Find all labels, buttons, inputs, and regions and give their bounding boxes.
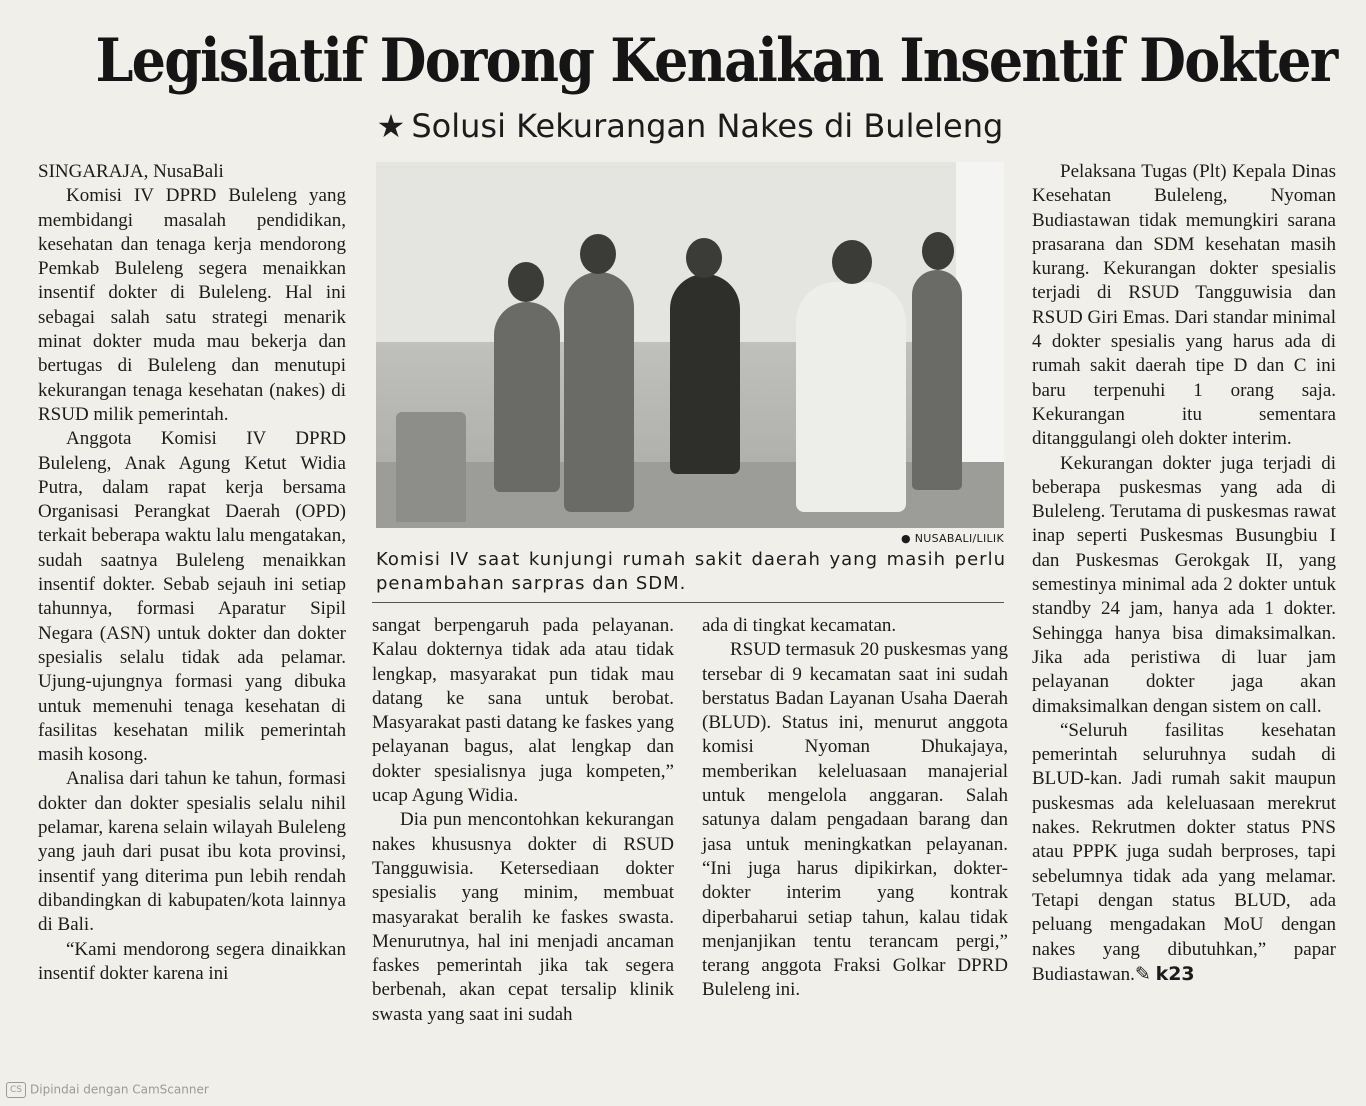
caption-divider (372, 602, 1004, 603)
scanner-footer (6, 1082, 209, 1098)
photo-credit: ● NUSABALI/LILIK (901, 532, 1004, 545)
paragraph: ada di tingkat kecamatan. (702, 615, 897, 636)
camscanner-icon: CS (6, 1082, 26, 1098)
paragraph: Pelaksana Tugas (Plt) Kepala Dinas Kesehatan Buleleng, Nyoman Budiastawan tidak memungkiri sarana prasarana dan SDM kesehatan masih kurang. Kekurangan dokter spesialis terjadi di RSUD Tangguwisia dan RSUD Giri Emas. Dari standar minimal 4 dokter spesialis yang harus ada di rumah sakit daerah tipe D dan C ini baru terpenuhi 1 orang saja. Kekurangan itu sementara ditanggulangi oleh dokter interim. (1032, 161, 1336, 450)
end-icon: ✎ (1134, 963, 1151, 985)
article-photo (376, 162, 1004, 528)
paragraph: “Kami mendorong segera dinaikkan insentif dokter karena ini (38, 938, 346, 984)
photo-person (796, 282, 906, 512)
star-icon: ★ (376, 107, 406, 145)
article-column-2 (372, 614, 674, 1027)
paragraph: Dia pun mencontohkan kekurangan nakes khususnya dokter di RSUD Tangguwisia. Ketersediaan dokter spesialis yang minim, membuat masyarakat beralih ke faskes swasta. Menurutnya, hal ini menjadi ancaman faskes pemerintah jika tak segera berbenah, akan cepat tersalip klinik swasta yang saat ini sudah (372, 809, 674, 1025)
photo-person (670, 274, 740, 474)
paragraph: Komisi IV DPRD Buleleng yang membidangi masalah pendidikan, kesehatan dan tenaga kerja mendorong Pemkab Buleleng segera menaikkan insentif dokter di Buleleng. Hal ini sebagai salah satu strategi menarik minat dokter muda mau bekerja dan bertugas di Buleleng dan menutupi kekurangan tenaga kesehatan (nakes) di RSUD milik pemerintah. (38, 185, 346, 425)
photo-caption: Komisi IV saat kunjungi rumah sakit daerah yang masih perlu penambahan sarpras dan SDM. (376, 549, 1006, 594)
paragraph: RSUD termasuk 20 puskesmas yang tersebar di 9 kecamatan saat ini sudah berstatus Badan Layanan Usaha Daerah (BLUD). Status ini, menurut anggota komisi Nyoman Dhukajaya, memberikan keleluasaan manajerial untuk mengelola anggaran. Salah satunya dalam pengadaan barang dan jasa untuk meningkatkan pelayanan. “Ini juga harus dipikirkan, dokter-dokter interim yang kontrak diperbaharui setiap tahun, kalau tidak menjanjikan tentu terancam pergi,” terang anggota Fraksi Golkar DPRD Buleleng ini. (702, 639, 1008, 1001)
photo-trash-bin (396, 412, 466, 522)
paragraph: sangat berpengaruh pada pelayanan. Kalau dokternya tidak ada atau tidak lengkap, masyarakat pun tidak mau datang ke sana untuk berobat. Masyarakat pasti datang ke faskes yang pelayanan bagus, alat lengkap dan dokter spesialisnya juga kompeten,” ucap Agung Widia. (372, 615, 674, 807)
subheadline (200, 104, 1180, 148)
paragraph: Analisa dari tahun ke tahun, formasi dokter dan dokter spesialis selalu nihil pelamar, karena selain wilayah Buleleng yang jauh dari pusat ibu kota provinsi, insentif yang diterima pun lebih rendah dibandingkan di kabupaten/kota lainnya di Bali. (38, 768, 346, 936)
photo-head (508, 262, 544, 302)
photo-person (564, 272, 634, 512)
paragraph: Anggota Komisi IV DPRD Buleleng, Anak Agung Ketut Widia Putra, dalam rapat kerja bersama Organisasi Perangkat Daerah (OPD) terkait beberapa waktu lalu mengatakan, sudah saatnya Buleleng menaikkan insentif dokter. Sebab sejauh ini setiap tahunnya, formasi Aparatur Sipil Negara (ASN) untuk dokter dan dokter spesialis selalu tidak ada pelamar. Ujung-ujungnya formasi yang dibuka untuk memenuhi tenaga kesehatan di fasilitas kesehatan milik pemerintah masih kosong. (38, 428, 346, 766)
author-signature: k23 (1155, 962, 1195, 985)
photo-head (832, 240, 872, 284)
paragraph-text: “Seluruh fasilitas kesehatan pemerintah seluruhnya sudah di BLUD-kan. Jadi rumah sakit maupun puskesmas ada keleluasaan merekrut nakes. Rekrutmen dokter status PNS atau PPPK juga sudah berproses, tapi sebelumnya tidak ada yang melamar. Tetapi dengan status BLUD, ada peluang mengadakan MoU dengan nakes yang dibutuhkan,” papar Budiastawan. (1032, 719, 1336, 985)
dateline: SINGARAJA, NusaBali (38, 161, 224, 182)
photo-person (494, 302, 560, 492)
photo-person (912, 270, 962, 490)
paragraph: Kekurangan dokter juga terjadi di beberapa puskesmas yang ada di Buleleng. Terutama di puskesmas rawat inap seperti Puskesmas Busungbiu I dan Puskesmas Gerokgak II, yang semestinya minimal ada 2 dokter untuk standby 24 jam, hanya ada 1 dokter. Sehingga hanya bisa dimaksimalkan. Jika ada peristiwa di luar jam pelayanan dokter jaga akan dimaksimalkan dengan sistem on call. (1032, 452, 1336, 717)
paragraph (1032, 719, 1336, 987)
photo-head (580, 234, 616, 274)
article-column-1 (38, 160, 346, 986)
photo-head (686, 238, 722, 278)
scanner-label: Dipindai dengan CamScanner (30, 1082, 209, 1097)
headline: Legislatif Dorong Kenaikan Insentif Dokter (95, 26, 1337, 96)
photo-head (922, 232, 954, 270)
article-column-3 (702, 614, 1008, 1003)
article-column-4 (1032, 160, 1336, 987)
subheadline-text: Solusi Kekurangan Nakes di Buleleng (411, 107, 1004, 145)
